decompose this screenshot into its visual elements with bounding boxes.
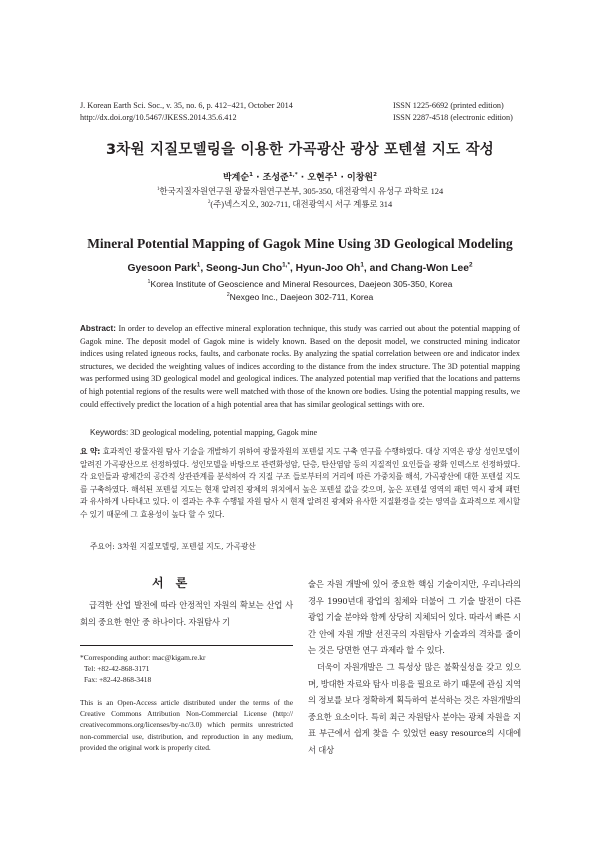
license-notice: This is an Open-Access article distributed under the terms of the Creative Commons Attribution Non-Commercial License (http:// creativecommons.org/licenses/by-nc/3.0) which permits unrestricted non-commercial use, distribution, and reproduction in any medium, provided the original work is properly cited.	[80, 698, 293, 752]
journal-citation: J. Korean Earth Sci. Soc., v. 35, no. 6, p. 412−421, October 2014	[80, 101, 293, 110]
korean-author-1: 박계순	[222, 173, 250, 183]
issn-electronic: ISSN 2287-4518 (electronic edition)	[393, 112, 513, 122]
footnote-contact	[80, 652, 293, 686]
intro-paragraph-2: 더욱이 자원개발은 그 특성상 많은 불확실성을 갖고 있으며, 방대한 자료와 탐사 비용을 필요로 하기 때문에 관심 지역의 정보를 보다 정확하게 획득하여 분석하는 것은 자원개발의 중요한 요소이다. 특히 최근 자원탐사 분야는 광체 자원을 지표 부근에서 쉽게 찾을 수 있었던 easy resource의 시대에서 대상	[308, 661, 521, 755]
abstract-label: Abstract:	[80, 324, 116, 333]
journal-header-right	[393, 100, 543, 123]
korean-author-4: 이창원	[347, 173, 374, 183]
english-author-4: Chang-Won Lee	[390, 263, 469, 274]
korean-abstract-label: 요 약:	[80, 447, 101, 456]
issn-print: ISSN 1225-6692 (printed edition)	[393, 101, 504, 110]
right-column-body	[308, 576, 521, 759]
keywords-label: Keywords:	[90, 428, 129, 437]
english-author-1: Gyesoon Park	[127, 263, 197, 274]
english-author-3: Hyun-Joo Oh	[295, 263, 361, 274]
fax: Fax: +82-42-868-3418	[84, 675, 152, 685]
english-affiliation-2: $^2$Nexgeo Inc., Daejeon 302-711, Korea	[226, 292, 374, 302]
telephone: Tel: +82-42-868-3171	[84, 664, 150, 674]
english-affiliation-1: $^1$Korea Institute of Geoscience and Mineral Resources, Daejeon 305-350, Korea	[147, 279, 453, 289]
section-title: 서론	[152, 576, 200, 590]
english-affiliations	[0, 278, 600, 304]
korean-affiliation-2: $^2$(주)넥스지오, 302-711, 대전광역시 서구 계룡로 314	[207, 199, 393, 209]
korean-author-2: 조성준	[262, 173, 289, 183]
korean-abstract	[80, 446, 520, 522]
corresponding-author: *Corresponding author: mac@kigam.re.kr	[80, 653, 206, 662]
journal-header-left	[80, 100, 360, 123]
korean-author-3: 오현주	[307, 173, 334, 183]
korean-keywords-text: 3차원 지질모델링, 포텐셜 지도, 가곡광산	[114, 542, 256, 551]
korean-affiliations	[0, 185, 600, 211]
korean-keywords-label: 주요어:	[90, 542, 115, 551]
korean-authors: 박계순$^1$ · 조성준$^{1,*}$ · 오현주$^1$ · 이창원$^2$	[222, 172, 378, 183]
left-column-body	[80, 597, 293, 630]
english-title: Mineral Potential Mapping of Gagok Mine Using 3D Geological Modeling	[87, 236, 513, 251]
english-abstract	[80, 323, 520, 411]
intro-paragraph-cont: 술은 자원 개발에 있어 중요한 핵심 기술이지만, 우리나라의 경우 1990년대 광업의 침체와 더불어 그 기술 발전이 다른 광업 기술 분야와 함께 상당히 지체되어 있다. 따라서 빠른 시간 안에 자원 개발 선진국의 자원탐사 기술과의 격차를 줄이는 것은 당면한 연구 과제라 할 수 있다.	[308, 579, 521, 656]
korean-abstract-text: 효과적인 광물자원 탐사 기술을 개발하기 위하여 광물자원의 포텐셜 지도 구축 연구를 수행하였다. 대상 지역은 광상 성인모델이 알려진 가곡광산으로 선정하였다. 성인모델을 바탕으로 관련화성암, 단층, 탄산염암 등의 지질적인 요인들을 광화 인덱스로 선정하였다. 각 요인들과 광체간의 공간적 상관관계를 분석하여 각 지질 구조 들로부터의 거리에 따른 가중치를 해석, 가곡광산에 대한 포텐셜 지도를 구축하였다. 해석된 포텐셜 지도는 현재 알려진 광체의 위치에서 높은 포텐셜 값을 갖으며, 높은 포텐셜 영역의 패턴 역시 광체 패턴과 유사하게 나타내고 있다. 이 결과는 추후 수행될 자원 탐사 시 현재 알려진 광체와 유사한 지질환경을 갖는 영역을 효과적으로 제시할 수 있기 때문에 그 효용성이 높다 할 수 있다.	[80, 447, 520, 519]
abstract-text: In order to develop an effective mineral exploration technique, this study was carried out about the potential mapping of Gagok mine. The deposit model of Gagok mine is widely known. Based on the deposit model, we constructed mining indicator indices using related igneous rocks, faults, and carbonate rocks. By analyzing the spatial correlation between ore and indicator index structures, we decided the weighting values of indices according to the distance from the index structure. The 3D potential mapping was performed using 3D geological model and geological indices. The analyzed potential map verified that the locations and patterns of high potential regions of the results were well matched with those of the known ore bodies. Using the potential mapping results, we could effectively predict the location of a high potential area that has similar geological settings with ore.	[80, 324, 520, 409]
keywords-text: 3D geological modeling, potential mapping, Gagok mine	[128, 428, 318, 437]
english-keywords	[90, 428, 520, 437]
korean-keywords	[90, 541, 520, 552]
korean-affiliation-1: $^1$한국지질자원연구원 광물자원연구본부, 305-350, 대전광역시 유성구 과학로 124	[156, 186, 444, 196]
english-author-2: Seong-Jun Cho	[206, 263, 283, 274]
doi-link[interactable]: http://dx.doi.org/10.5467/JKESS.2014.35.6.412	[80, 112, 237, 122]
intro-paragraph-1: 급격한 산업 발전에 따라 안정적인 자원의 확보는 산업 사회의 중요한 현안 중 하나이다. 자원탐사 기	[80, 600, 293, 627]
footnote-rule	[80, 645, 293, 646]
korean-title: 3차원 지질모델링을 이용한 가곡광산 광상 포텐셜 지도 작성	[106, 142, 494, 158]
english-authors: Gyesoon Park$^1$, Seong-Jun Cho$^{1,*}$, Hyun-Joo Oh$^1$, and Chang-Won Lee$^2$	[127, 261, 473, 274]
